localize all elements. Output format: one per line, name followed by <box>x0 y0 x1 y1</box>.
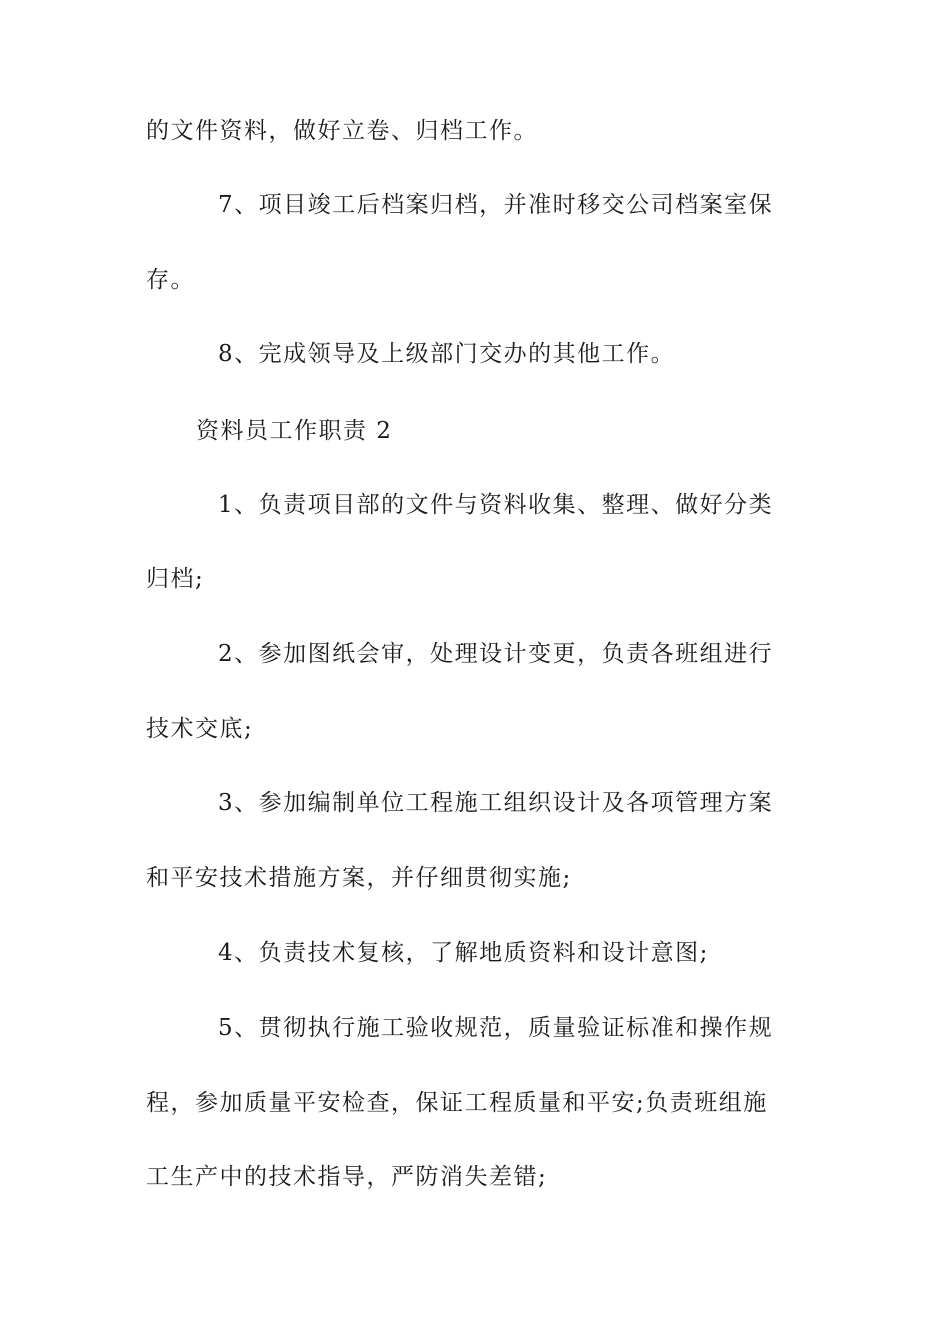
item-3: 3、参加编制单位工程施工组织设计及各项管理方案 <box>218 790 774 816</box>
item-5: 5、贯彻执行施工验收规范，质量验证标准和操作规 <box>218 1015 774 1041</box>
paragraph-7-continuation: 存。 <box>146 267 195 293</box>
item-4: 4、负责技术复核，了解地质资料和设计意图; <box>218 940 709 966</box>
item-2: 2、参加图纸会审，处理设计变更，负责各班组进行 <box>218 641 774 667</box>
item-1: 1、负责项目部的文件与资料收集、整理、做好分类 <box>218 492 774 518</box>
section-heading: 资料员工作职责 2 <box>196 418 393 444</box>
item-1-continuation: 归档; <box>146 566 205 592</box>
paragraph-7: 7、项目竣工后档案归档，并准时移交公司档案室保 <box>218 192 774 218</box>
item-3-continuation: 和平安技术措施方案，并仔细贯彻实施; <box>146 865 572 891</box>
item-5-continuation-1: 程，参加质量平安检查，保证工程质量和平安;负责班组施 <box>146 1090 768 1116</box>
item-5-continuation-2: 工生产中的技术指导，严防消失差错; <box>146 1164 548 1190</box>
paragraph-8: 8、完成领导及上级部门交办的其他工作。 <box>218 341 676 367</box>
item-2-continuation: 技术交底; <box>146 716 254 742</box>
paragraph-6-continuation: 的文件资料，做好立卷、归档工作。 <box>146 118 538 144</box>
